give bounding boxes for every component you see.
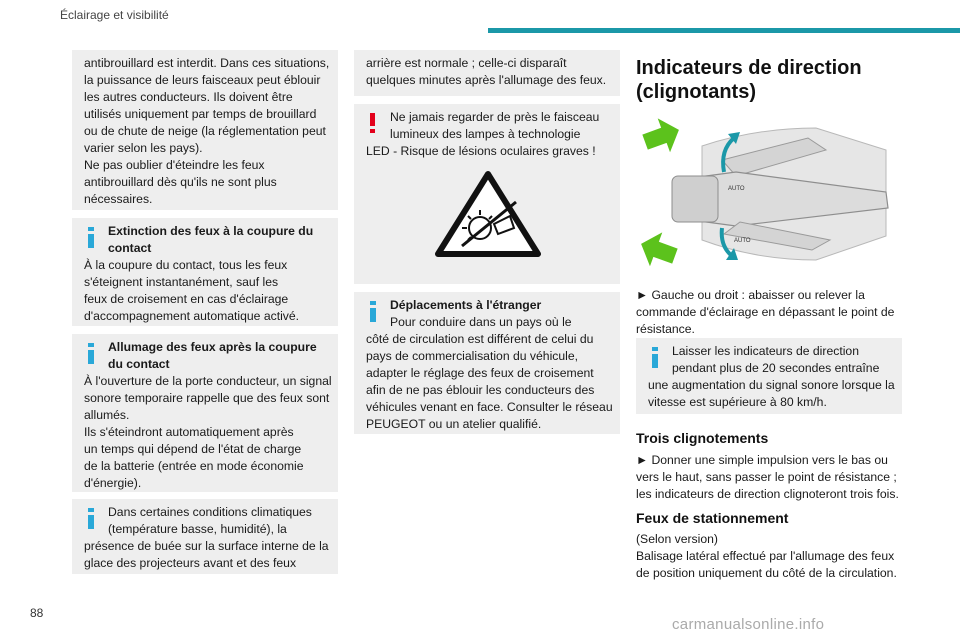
text-line: utilisés uniquement par temps de brouillard: [84, 107, 317, 121]
text-line: lumineux des lampes à technologie: [390, 127, 581, 141]
text-line: feux de croisement en cas d'éclairage: [84, 292, 289, 306]
feux-stationnement-text: [636, 531, 906, 582]
page-title-line: Indicateurs de direction: [636, 57, 862, 79]
text-line: pays de commercialisation du véhicule,: [366, 349, 579, 363]
text-line: présence de buée sur la surface interne de la: [84, 539, 329, 553]
text-line: la puissance de leurs faisceaux peut éblouir: [84, 73, 321, 87]
text-line: les indicateurs de direction clignoteront trois fois.: [636, 487, 899, 501]
text-line: varier selon les pays).: [84, 141, 203, 155]
turn-instruction: [636, 287, 906, 338]
text-line: sonore temporaire rappelle que des feux sont: [84, 391, 330, 405]
text-line: glace des projecteurs avant et des feux: [84, 556, 297, 570]
text-line: vitesse est supérieure à 80 km/h.: [648, 395, 827, 409]
text-line: nécessaires.: [84, 192, 153, 206]
text-line: PEUGEOT ou un atelier qualifié.: [366, 417, 542, 431]
text-line: quelques minutes après l'allumage des feux.: [366, 73, 607, 87]
text-line: Ne pas oublier d'éteindre les feux: [84, 158, 265, 172]
text-line: s'éteignent instantanément, sauf les: [84, 275, 279, 289]
text-line: Balisage latéral effectué par l'allumage des feux: [636, 549, 895, 563]
note-title: Extinction des feux à la coupure du: [108, 224, 314, 238]
watermark: carmanualsonline.info: [672, 616, 825, 633]
warning-box-led: [354, 104, 620, 284]
text-line: un temps qui dépend de l'état de charge: [84, 442, 302, 456]
text-line: ou de chute de neige (la réglementation peut: [84, 124, 326, 138]
heading-trois-clignotements: Trois clignotements: [636, 430, 769, 446]
eye-hazard-warning-icon: [432, 168, 544, 260]
text-line: véhicules venant en face. Consulter le réseau: [366, 400, 613, 414]
text-line: (Selon version): [636, 532, 718, 546]
note-title: du contact: [108, 357, 170, 371]
text-line: arrière est normale ; celle-ci disparaît: [366, 56, 567, 70]
info-box-turn-signal-duration: [636, 338, 902, 414]
text-line: Laisser les indicateurs de direction: [672, 344, 859, 358]
text-line: de position uniquement du côté de la circulation.: [636, 566, 897, 580]
section-title: Éclairage et visibilité: [60, 8, 169, 22]
text-line: adapter le réglage des feux de croisement: [366, 366, 594, 380]
page-title-line: (clignotants): [636, 81, 756, 103]
text-line: À la coupure du contact, tous les feux: [84, 258, 288, 272]
text-line: antibrouillard dès qu'ils ne sont plus: [84, 175, 277, 189]
text-line: Dans certaines conditions climatiques: [108, 505, 312, 519]
note-title: Allumage des feux après la coupure: [108, 340, 317, 354]
note-title: Déplacements à l'étranger: [390, 298, 542, 312]
text-line: Ils s'éteindront automatiquement après: [84, 425, 294, 439]
page-title: [636, 56, 906, 104]
info-box-abroad: [354, 292, 620, 434]
text-line: ► Donner une simple impulsion vers le bas ou: [636, 453, 888, 467]
text-line: allumés.: [84, 408, 130, 422]
note-box-fog-lights: [72, 50, 338, 210]
header-accent-bar: [488, 28, 960, 33]
text-line: côté de circulation est différent de celui du: [366, 332, 594, 346]
text-line: de la batterie (entrée en mode économie: [84, 459, 304, 473]
info-box-condensation: [72, 499, 338, 574]
text-line: une augmentation du signal sonore lorsque la: [648, 378, 895, 392]
note-title: contact: [108, 241, 152, 255]
stalk-auto-label: AUTO: [728, 186, 745, 192]
text-line: (température basse, humidité), la: [108, 522, 287, 536]
info-box-lights-off: [72, 218, 338, 326]
stalk-auto-label: AUTO: [734, 238, 751, 244]
text-line: À l'ouverture de la porte conducteur, un signal: [84, 374, 332, 388]
text-line: les autres conducteurs. Ils doivent être: [84, 90, 293, 104]
heading-feux-stationnement: Feux de stationnement: [636, 510, 789, 526]
text-line: commande d'éclairage en dépassant le point de: [636, 305, 895, 319]
note-box-condensation-cont: [354, 50, 620, 96]
page-number: 88: [30, 606, 44, 620]
text-line: antibrouillard est interdit. Dans ces situations,: [84, 56, 330, 70]
turn-signal-stalk-illustration: [636, 110, 906, 280]
text-line: pendant plus de 20 secondes entraîne: [672, 361, 880, 375]
info-box-lights-on: [72, 334, 338, 492]
text-line: Ne jamais regarder de près le faisceau: [390, 110, 600, 124]
text-line: ► Gauche ou droit : abaisser ou relever la: [636, 288, 865, 302]
text-line: Pour conduire dans un pays où le: [390, 315, 572, 329]
text-line: LED - Risque de lésions oculaires graves !: [366, 144, 596, 158]
trois-clignotements-text: [636, 452, 906, 503]
text-line: afin de ne pas éblouir les conducteurs des: [366, 383, 595, 397]
text-line: résistance.: [636, 322, 695, 336]
text-line: d'accompagnement automatique activé.: [84, 309, 300, 323]
text-line: vers le haut, sans passer le point de résistance ;: [636, 470, 897, 484]
text-line: d'énergie).: [84, 476, 142, 490]
